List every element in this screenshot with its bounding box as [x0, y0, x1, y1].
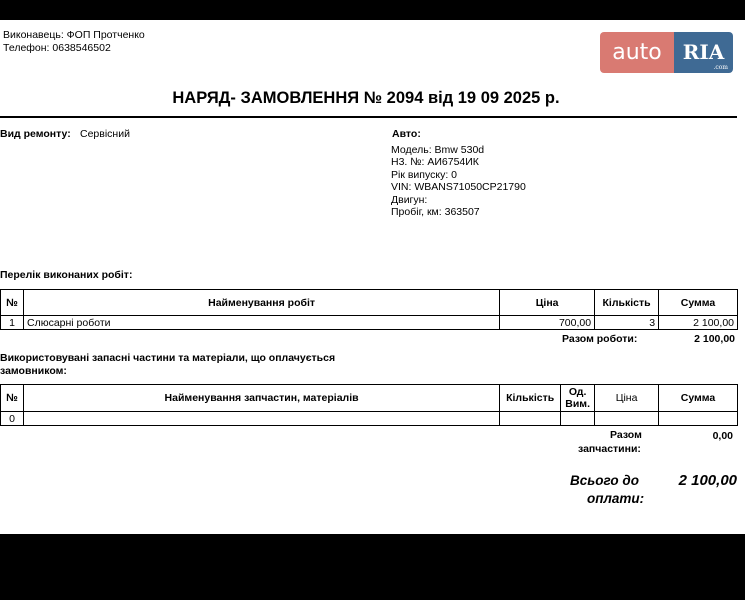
works-col-qty: Кількість [595, 290, 659, 316]
logo-ria-block [674, 32, 733, 73]
works-row-sum: 2 100,00 [659, 316, 738, 330]
table-row [1, 412, 738, 426]
parts-row-name [23, 412, 499, 426]
parts-col-unit-line2: Вим. [565, 398, 590, 410]
parts-col-name: Найменування запчастин, матеріалів [23, 385, 499, 412]
works-heading: Перелік виконаних робіт: [0, 269, 133, 281]
parts-row-unit [561, 412, 595, 426]
car-engine: Двигун: [391, 194, 428, 206]
works-col-sum: Сумма [659, 290, 738, 316]
parts-table [0, 384, 738, 426]
parts-col-qty: Кількість [500, 385, 561, 412]
works-row-no: 1 [1, 316, 24, 330]
works-table [0, 289, 738, 330]
document-title: НАРЯД- ЗАМОВЛЕННЯ № 2094 від 19 09 2025 р. [172, 89, 560, 107]
parts-total-value: 0,00 [712, 430, 733, 442]
table-row [1, 316, 738, 330]
parts-col-no: № [1, 385, 24, 412]
car-model: Модель: Bmw 530d [391, 144, 485, 156]
car-year: Рік випуску: 0 [391, 169, 457, 181]
parts-row-qty [500, 412, 561, 426]
parts-row-price [595, 412, 659, 426]
car-vin: VIN: WBANS71050CP21790 [391, 181, 526, 193]
title-divider [0, 116, 737, 118]
parts-total-label-line2: запчастини: [578, 443, 641, 455]
works-row-qty: 3 [595, 316, 659, 330]
works-col-price: Ціна [500, 290, 595, 316]
grand-total-label-line2: оплати: [587, 491, 645, 506]
contractor-text: Виконавець: ФОП Протченко [3, 29, 145, 41]
parts-heading-line2: замовником: [0, 365, 67, 377]
logo-com-text: .com [713, 64, 728, 71]
grand-total-value: 2 100,00 [678, 472, 737, 489]
works-total-label: Разом роботи: [562, 333, 638, 345]
parts-col-unit [561, 385, 595, 412]
works-header-row [1, 290, 738, 316]
car-mileage: Пробіг, км: 363507 [391, 206, 480, 218]
car-heading: Авто: [392, 128, 421, 140]
logo-ria-text: RIA [682, 40, 725, 64]
parts-row-no: 0 [1, 412, 24, 426]
parts-col-price: Ціна [595, 385, 659, 412]
works-row-price: 700,00 [500, 316, 595, 330]
parts-heading-line1: Використовувані запасні частини та матеріали, що оплачується [0, 352, 336, 364]
parts-header-row [1, 385, 738, 412]
work-order-document [0, 20, 745, 534]
parts-col-unit-line1: Од. [568, 386, 587, 398]
autoria-logo [600, 32, 735, 75]
repair-type-value: Сервісний [80, 128, 130, 140]
parts-col-sum: Сумма [659, 385, 738, 412]
phone-text: Телефон: 0638546502 [3, 42, 111, 54]
works-col-no: № [1, 290, 24, 316]
works-col-name: Найменування робіт [23, 290, 499, 316]
parts-row-sum [659, 412, 738, 426]
grand-total-label-line1: Всього до [570, 473, 639, 488]
car-plate: Н3. №: АИ6754ИК [391, 156, 479, 168]
works-total-value: 2 100,00 [694, 333, 735, 345]
parts-total-label-line1: Разом [610, 429, 642, 441]
works-row-name: Слюсарні роботи [23, 316, 499, 330]
repair-type-label: Вид ремонту: [0, 128, 71, 140]
logo-auto-text: auto [600, 32, 674, 73]
